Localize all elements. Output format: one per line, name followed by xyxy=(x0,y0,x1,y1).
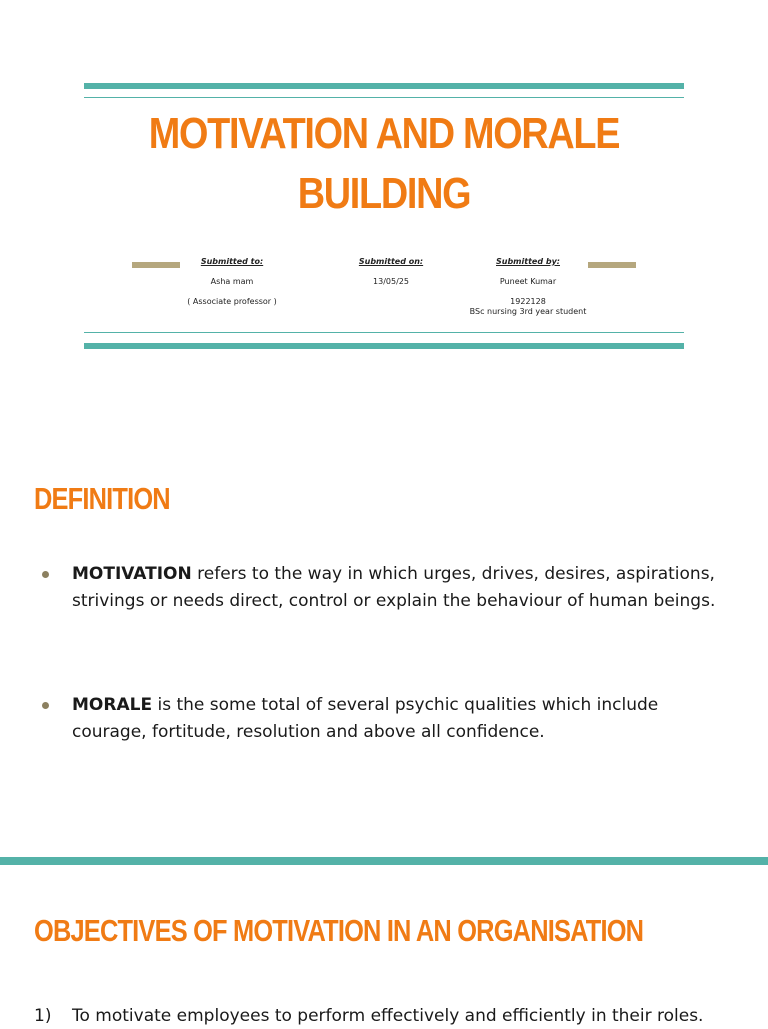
bullet-icon xyxy=(42,571,49,578)
submitted-by-block xyxy=(443,257,613,317)
submitted-by-heading: Submitted by: xyxy=(496,257,560,266)
title-line-1: MOTIVATION AND MORALE xyxy=(148,109,620,158)
submitted-to-role: ( Associate professor ) xyxy=(187,297,277,306)
definition-heading: DEFINITION xyxy=(34,481,170,516)
submitted-to-block xyxy=(147,257,317,307)
top-thick-rule xyxy=(84,83,684,89)
page-title xyxy=(126,104,642,224)
list-number: 1) xyxy=(34,1006,52,1026)
objective-text: To motivate employees to perform effectively and efficiently in their roles. xyxy=(72,1006,704,1026)
definition-term: MORALE xyxy=(72,695,153,715)
title-line-2: BUILDING xyxy=(297,169,471,218)
submitted-on-heading: Submitted on: xyxy=(358,257,424,266)
top-thin-rule xyxy=(84,97,684,98)
bottom-thick-rule xyxy=(84,343,684,349)
submitted-to-heading: Submitted to: xyxy=(200,257,264,266)
definition-item-motivation xyxy=(72,561,732,614)
bottom-thin-rule xyxy=(84,332,684,333)
title-slide xyxy=(0,0,768,420)
objective-item xyxy=(34,1003,768,1029)
bullet-icon xyxy=(42,702,49,709)
definition-text: refers to the way in which urges, drives, desires, aspirations, strivings or needs direct, control or explain the behaviour of human beings. xyxy=(72,564,716,611)
submitted-on-date: 13/05/25 xyxy=(373,277,409,286)
definition-term: MOTIVATION xyxy=(72,564,192,584)
definition-text: is the some total of several psychic qualities which include courage, fortitude, resolution and above all confidence. xyxy=(72,695,659,742)
definition-item-morale xyxy=(72,692,732,745)
submitted-by-roll: 1922128 xyxy=(510,297,546,306)
submitted-to-name: Asha mam xyxy=(210,277,254,286)
submitted-by-name: Puneet Kumar xyxy=(499,277,557,286)
objectives-heading: OBJECTIVES OF MOTIVATION IN AN ORGANISATION xyxy=(34,913,644,948)
submitted-by-course: BSc nursing 3rd year student xyxy=(469,307,587,316)
section-divider xyxy=(0,857,768,865)
